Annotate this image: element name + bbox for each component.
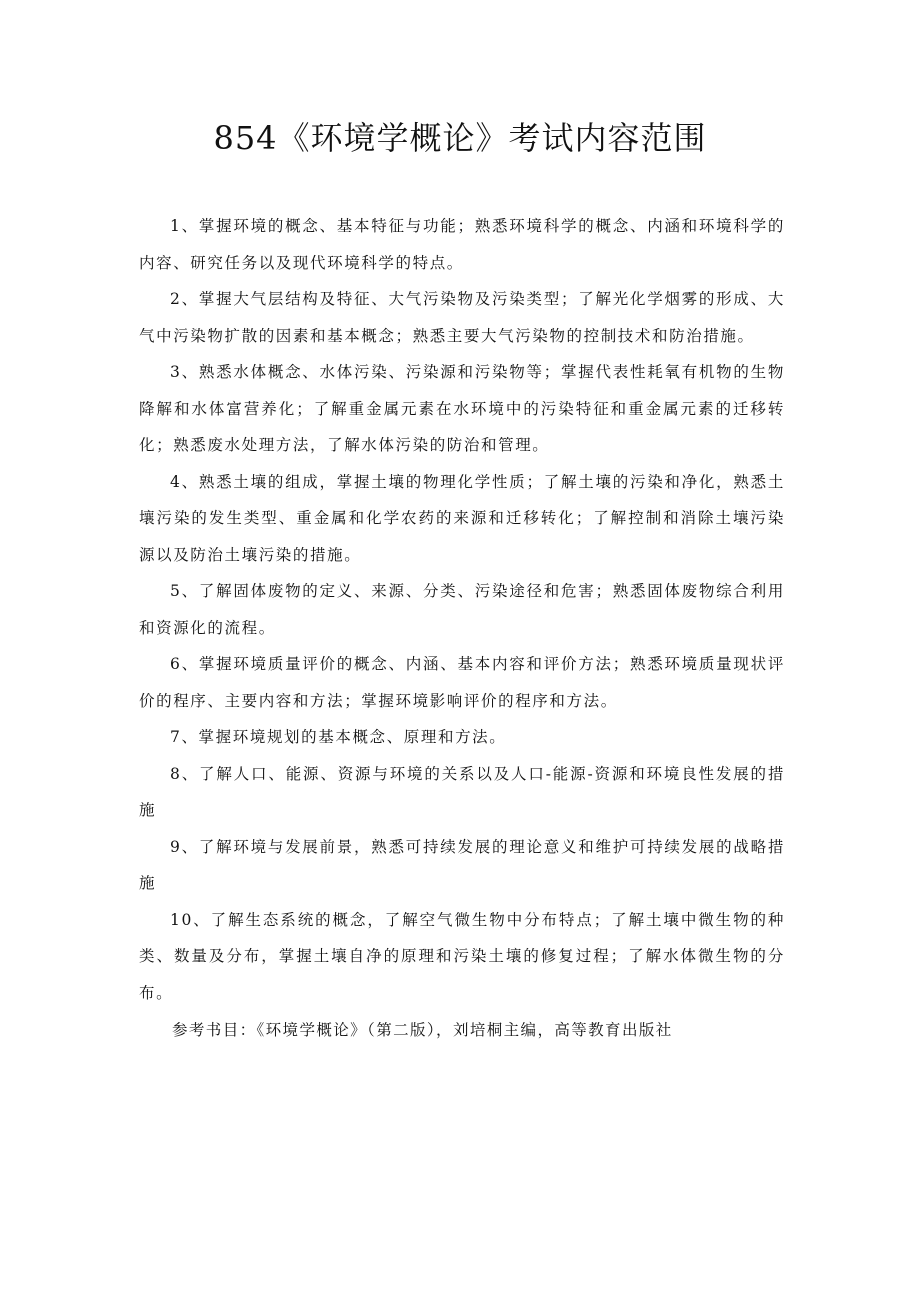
content-item-5: 5、了解固体废物的定义、来源、分类、污染途径和危害；熟悉固体废物综合利用和资源化的流程。 (139, 582, 785, 637)
content-item-10: 10、了解生态系统的概念，了解空气微生物中分布特点；了解土壤中微生物的种类、数量及分布，掌握土壤自净的原理和污染土壤的修复过程；了解水体微生物的分布。 (139, 910, 785, 1002)
content-item-2: 2、掌握大气层结构及特征、大气污染物及污染类型；了解光化学烟雾的形成、大气中污染物扩散的因素和基本概念；熟悉主要大气污染物的控制技术和防治措施。 (139, 290, 785, 345)
content-item-7: 7、掌握环境规划的基本概念、原理和方法。 (170, 728, 507, 746)
reference-books: 参考书目：《环境学概论》（第二版），刘培桐主编，高等教育出版社 (172, 1021, 673, 1039)
content-item-1: 1、掌握环境的概念、基本特征与功能；熟悉环境科学的概念、内涵和环境科学的内容、研究任务以及现代环境科学的特点。 (139, 217, 785, 272)
page-title: 854《环境学概论》考试内容范围 (213, 119, 707, 157)
content-item-4: 4、熟悉土壤的组成，掌握土壤的物理化学性质；了解土壤的污染和净化，熟悉土壤污染的发生类型、重金属和化学农药的来源和迁移转化；了解控制和消除土壤污染源以及防治土壤污染的措施。 (139, 472, 785, 564)
content-item-6: 6、掌握环境质量评价的概念、内涵、基本内容和评价方法；熟悉环境质量现状评价的程序、主要内容和方法；掌握环境影响评价的程序和方法。 (139, 655, 785, 710)
content-item-3: 3、熟悉水体概念、水体污染、污染源和污染物等；掌握代表性耗氧有机物的生物降解和水体富营养化；了解重金属元素在水环境中的污染特征和重金属元素的迁移转化；熟悉废水处理方法，了解水体污染的防治和管理。 (139, 363, 785, 454)
content-item-9: 9、了解环境与发展前景，熟悉可持续发展的理论意义和维护可持续发展的战略措施 (139, 837, 785, 892)
content-item-8: 8、了解人口、能源、资源与环境的关系以及人口-能源-资源和环境良性发展的措施 (139, 764, 785, 819)
exam-content-list (139, 208, 785, 1011)
